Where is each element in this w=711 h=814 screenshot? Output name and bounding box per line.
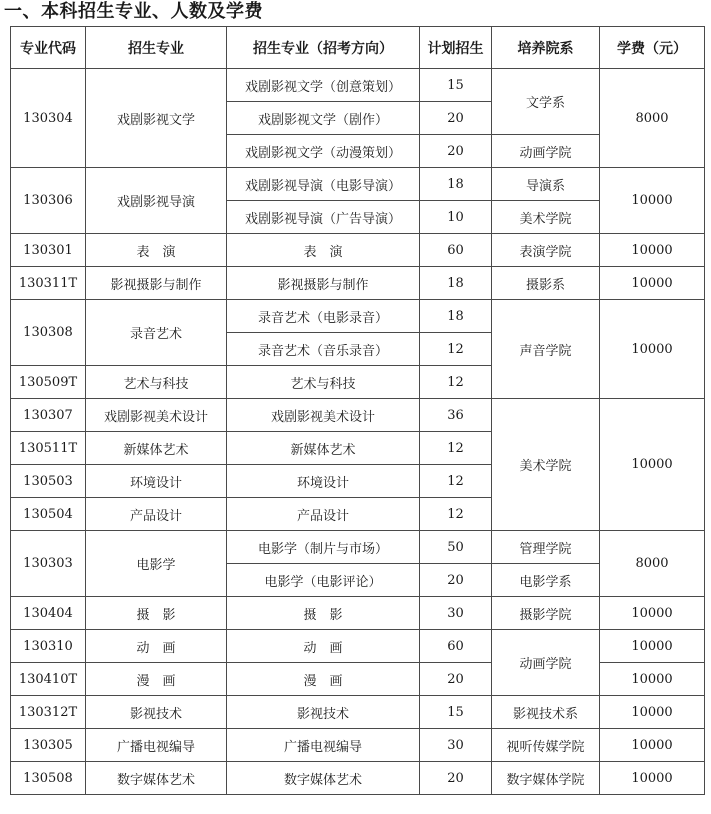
code-cell: 130310 xyxy=(11,630,86,663)
dept-cell: 表演学院 xyxy=(492,234,600,267)
fee-cell: 10000 xyxy=(600,399,705,531)
major-cell: 动 画 xyxy=(86,630,227,663)
header-dept: 培养院系 xyxy=(492,27,600,69)
major-cell: 戏剧影视导演 xyxy=(86,168,227,234)
direction-cell: 环境设计 xyxy=(227,465,420,498)
code-cell: 130301 xyxy=(11,234,86,267)
fee-cell: 10000 xyxy=(600,630,705,663)
code-cell: 130303 xyxy=(11,531,86,597)
table-row xyxy=(11,696,705,729)
dept-cell: 导演系 xyxy=(492,168,600,201)
direction-cell: 电影学（制片与市场） xyxy=(227,531,420,564)
major-cell: 摄 影 xyxy=(86,597,227,630)
code-cell: 130511T xyxy=(11,432,86,465)
direction-cell: 戏剧影视文学（创意策划） xyxy=(227,69,420,102)
major-cell: 表 演 xyxy=(86,234,227,267)
code-cell: 130410T xyxy=(11,663,86,696)
plan-cell: 18 xyxy=(420,300,492,333)
code-cell: 130305 xyxy=(11,729,86,762)
direction-cell: 戏剧影视文学（动漫策划） xyxy=(227,135,420,168)
header-fee: 学费（元） xyxy=(600,27,705,69)
direction-cell: 电影学（电影评论） xyxy=(227,564,420,597)
fee-cell: 10000 xyxy=(600,234,705,267)
major-cell: 环境设计 xyxy=(86,465,227,498)
direction-cell: 影视摄影与制作 xyxy=(227,267,420,300)
major-cell: 漫 画 xyxy=(86,663,227,696)
direction-cell: 动 画 xyxy=(227,630,420,663)
direction-cell: 戏剧影视导演（广告导演） xyxy=(227,201,420,234)
direction-cell: 广播电视编导 xyxy=(227,729,420,762)
major-cell: 戏剧影视文学 xyxy=(86,69,227,168)
header-major: 招生专业 xyxy=(86,27,227,69)
code-cell: 130304 xyxy=(11,69,86,168)
code-cell: 130503 xyxy=(11,465,86,498)
plan-cell: 20 xyxy=(420,564,492,597)
code-cell: 130312T xyxy=(11,696,86,729)
table-row xyxy=(11,531,705,564)
header-direction: 招生专业（招考方向） xyxy=(227,27,420,69)
dept-cell: 摄影系 xyxy=(492,267,600,300)
plan-cell: 30 xyxy=(420,729,492,762)
code-cell: 130308 xyxy=(11,300,86,366)
plan-cell: 12 xyxy=(420,366,492,399)
code-cell: 130404 xyxy=(11,597,86,630)
dept-cell: 动画学院 xyxy=(492,630,600,696)
dept-cell: 文学系 xyxy=(492,69,600,135)
table-row xyxy=(11,729,705,762)
major-cell: 数字媒体艺术 xyxy=(86,762,227,795)
plan-cell: 12 xyxy=(420,333,492,366)
code-cell: 130307 xyxy=(11,399,86,432)
direction-cell: 表 演 xyxy=(227,234,420,267)
dept-cell: 动画学院 xyxy=(492,135,600,168)
direction-cell: 产品设计 xyxy=(227,498,420,531)
plan-cell: 60 xyxy=(420,234,492,267)
plan-cell: 20 xyxy=(420,663,492,696)
dept-cell: 美术学院 xyxy=(492,399,600,531)
table-row xyxy=(11,663,705,696)
fee-cell: 10000 xyxy=(600,597,705,630)
plan-cell: 18 xyxy=(420,267,492,300)
direction-cell: 艺术与科技 xyxy=(227,366,420,399)
plan-cell: 12 xyxy=(420,465,492,498)
fee-cell: 10000 xyxy=(600,762,705,795)
plan-cell: 15 xyxy=(420,69,492,102)
fee-cell: 8000 xyxy=(600,531,705,597)
dept-cell: 摄影学院 xyxy=(492,597,600,630)
code-cell: 130311T xyxy=(11,267,86,300)
plan-cell: 30 xyxy=(420,597,492,630)
fee-cell: 10000 xyxy=(600,168,705,234)
major-cell: 录音艺术 xyxy=(86,300,227,366)
table-row xyxy=(11,630,705,663)
plan-cell: 12 xyxy=(420,432,492,465)
table-row xyxy=(11,399,705,432)
plan-cell: 20 xyxy=(420,762,492,795)
enrollment-table xyxy=(10,26,705,795)
dept-cell: 管理学院 xyxy=(492,531,600,564)
major-cell: 广播电视编导 xyxy=(86,729,227,762)
plan-cell: 60 xyxy=(420,630,492,663)
code-cell: 130306 xyxy=(11,168,86,234)
plan-cell: 36 xyxy=(420,399,492,432)
direction-cell: 戏剧影视文学（剧作） xyxy=(227,102,420,135)
header-code: 专业代码 xyxy=(11,27,86,69)
fee-cell: 8000 xyxy=(600,69,705,168)
direction-cell: 影视技术 xyxy=(227,696,420,729)
direction-cell: 数字媒体艺术 xyxy=(227,762,420,795)
direction-cell: 新媒体艺术 xyxy=(227,432,420,465)
table-row xyxy=(11,69,705,102)
table-header-row xyxy=(11,27,705,69)
dept-cell: 美术学院 xyxy=(492,201,600,234)
table-row xyxy=(11,300,705,333)
plan-cell: 20 xyxy=(420,135,492,168)
table-row xyxy=(11,762,705,795)
plan-cell: 20 xyxy=(420,102,492,135)
fee-cell: 10000 xyxy=(600,663,705,696)
plan-cell: 10 xyxy=(420,201,492,234)
direction-cell: 录音艺术（音乐录音） xyxy=(227,333,420,366)
direction-cell: 摄 影 xyxy=(227,597,420,630)
table-row xyxy=(11,267,705,300)
dept-cell: 声音学院 xyxy=(492,300,600,399)
dept-cell: 数字媒体学院 xyxy=(492,762,600,795)
code-cell: 130509T xyxy=(11,366,86,399)
major-cell: 戏剧影视美术设计 xyxy=(86,399,227,432)
table-row xyxy=(11,234,705,267)
direction-cell: 戏剧影视美术设计 xyxy=(227,399,420,432)
major-cell: 电影学 xyxy=(86,531,227,597)
plan-cell: 18 xyxy=(420,168,492,201)
plan-cell: 12 xyxy=(420,498,492,531)
dept-cell: 视听传媒学院 xyxy=(492,729,600,762)
fee-cell: 10000 xyxy=(600,729,705,762)
direction-cell: 戏剧影视导演（电影导演） xyxy=(227,168,420,201)
code-cell: 130504 xyxy=(11,498,86,531)
dept-cell: 影视技术系 xyxy=(492,696,600,729)
fee-cell: 10000 xyxy=(600,696,705,729)
plan-cell: 50 xyxy=(420,531,492,564)
code-cell: 130508 xyxy=(11,762,86,795)
major-cell: 艺术与科技 xyxy=(86,366,227,399)
major-cell: 新媒体艺术 xyxy=(86,432,227,465)
direction-cell: 漫 画 xyxy=(227,663,420,696)
fee-cell: 10000 xyxy=(600,300,705,399)
header-plan: 计划招生 xyxy=(420,27,492,69)
table-row xyxy=(11,597,705,630)
direction-cell: 录音艺术（电影录音） xyxy=(227,300,420,333)
dept-cell: 电影学系 xyxy=(492,564,600,597)
major-cell: 影视技术 xyxy=(86,696,227,729)
plan-cell: 15 xyxy=(420,696,492,729)
fee-cell: 10000 xyxy=(600,267,705,300)
table-row xyxy=(11,168,705,201)
page-title: 一、本科招生专业、人数及学费 xyxy=(4,1,263,22)
major-cell: 产品设计 xyxy=(86,498,227,531)
major-cell: 影视摄影与制作 xyxy=(86,267,227,300)
